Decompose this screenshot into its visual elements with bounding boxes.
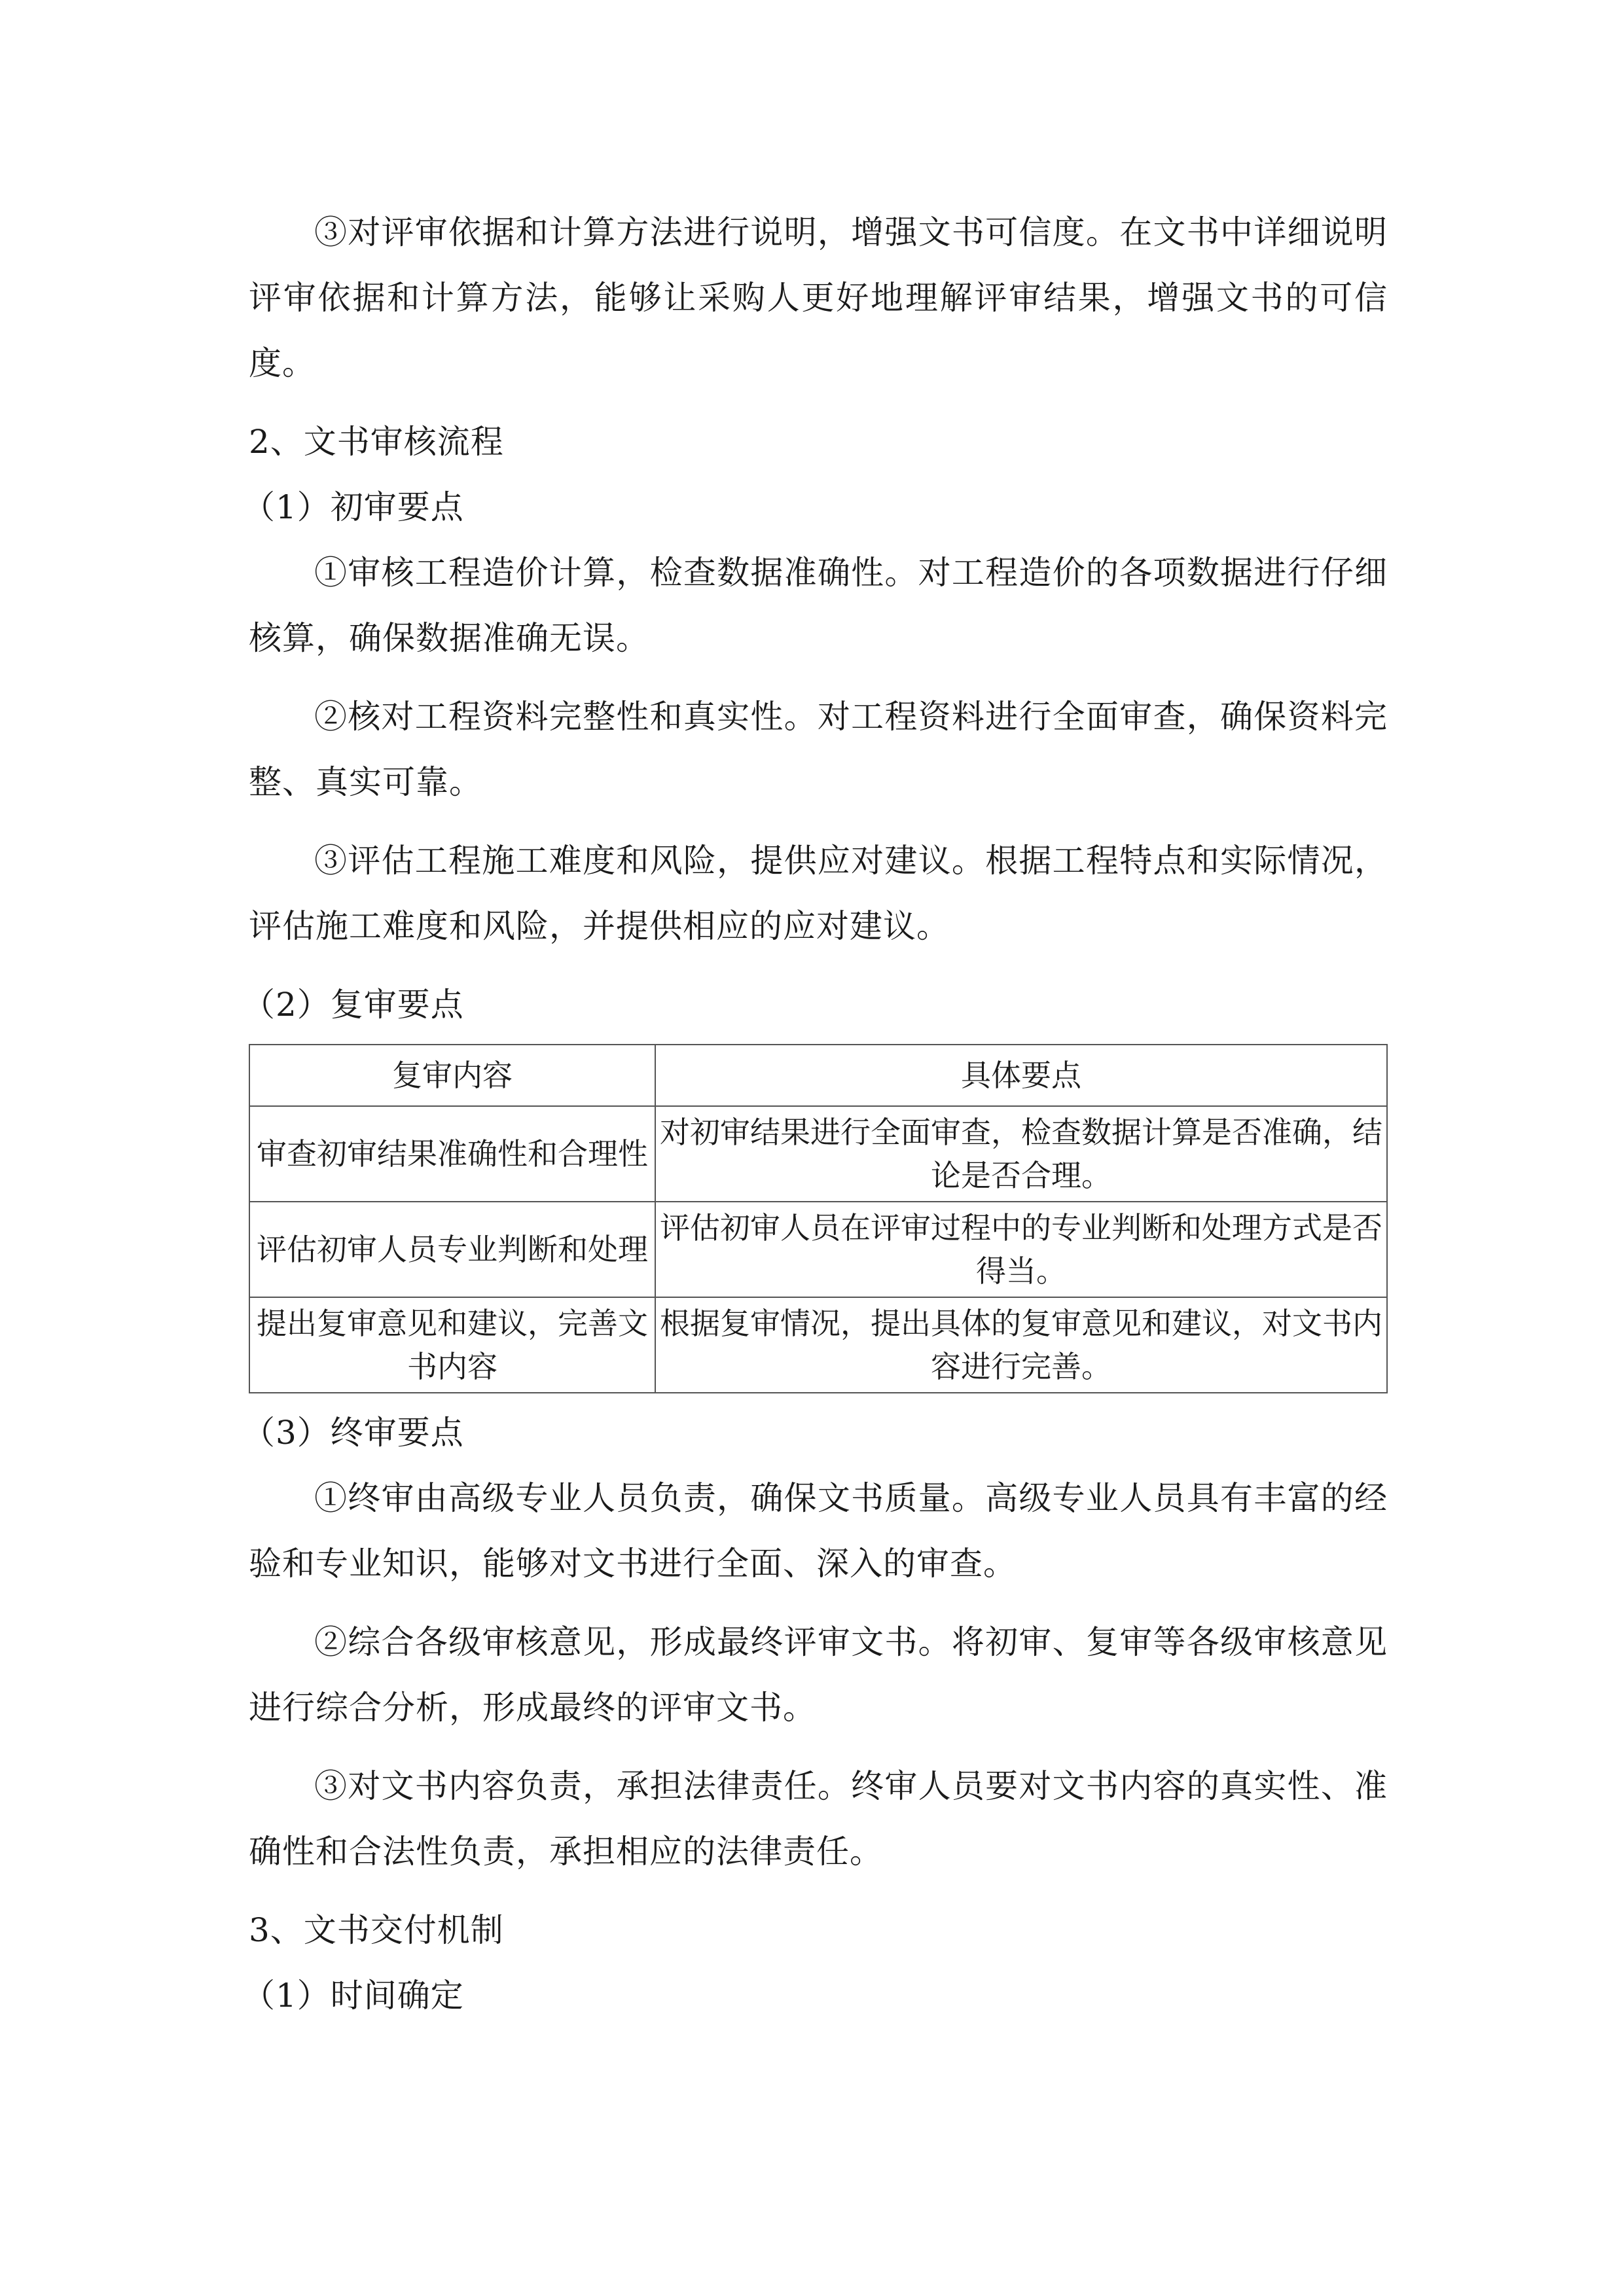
table-cell-points: 根据复审情况，提出具体的复审意见和建议，对文书内容进行完善。 <box>655 1297 1387 1393</box>
table-header-points: 具体要点 <box>655 1045 1387 1106</box>
table-cell-content: 提出复审意见和建议，完善文书内容 <box>249 1297 655 1393</box>
table-row <box>249 1202 1387 1297</box>
table-cell-points: 评估初审人员在评审过程中的专业判断和处理方式是否得当。 <box>655 1202 1387 1297</box>
table-row <box>249 1297 1387 1393</box>
paragraph-initial-item-2: ②核对工程资料完整性和真实性。对工程资料进行全面审查，确保资料完整、真实可靠。 <box>249 698 1388 801</box>
subheading-second-review: （2）复审要点 <box>242 986 464 1024</box>
table-header-row <box>249 1045 1387 1106</box>
subheading-initial-review: （1）初审要点 <box>242 488 464 526</box>
paragraph-final-item-1: ①终审由高级专业人员负责，确保文书质量。高级专业人员具有丰富的经验和专业知识，能够对文书进行全面、深入的审查。 <box>249 1479 1388 1583</box>
paragraph-review-basis: ③对评审依据和计算方法进行说明，增强文书可信度。在文书中详细说明评审依据和计算方法，能够让采购人更好地理解评审结果，增强文书的可信度。 <box>249 213 1388 382</box>
table-cell-content: 审查初审结果准确性和合理性 <box>249 1106 655 1202</box>
table-cell-content: 评估初审人员专业判断和处理 <box>249 1202 655 1297</box>
section-heading-review-process: 2、文书审核流程 <box>249 423 504 461</box>
table-row <box>249 1106 1387 1202</box>
paragraph-final-item-2: ②综合各级审核意见，形成最终评审文书。将初审、复审等各级审核意见进行综合分析，形成最终的评审文书。 <box>249 1623 1388 1727</box>
paragraph-final-item-3: ③对文书内容负责，承担法律责任。终审人员要对文书内容的真实性、准确性和合法性负责，承担相应的法律责任。 <box>249 1767 1388 1871</box>
table-cell-points: 对初审结果进行全面审查，检查数据计算是否准确，结论是否合理。 <box>655 1106 1387 1202</box>
second-review-table <box>249 1044 1388 1393</box>
paragraph-initial-item-1: ①审核工程造价计算，检查数据准确性。对工程造价的各项数据进行仔细核算，确保数据准确无误。 <box>249 554 1388 657</box>
subheading-time: （1）时间确定 <box>242 1977 464 2015</box>
document-page <box>242 200 1388 2028</box>
paragraph-initial-item-3: ③评估工程施工难度和风险，提供应对建议。根据工程特点和实际情况，评估施工难度和风险，并提供相应的应对建议。 <box>249 842 1388 945</box>
table-header-content: 复审内容 <box>249 1045 655 1106</box>
subheading-final-review: （3）终审要点 <box>242 1414 464 1452</box>
section-heading-delivery: 3、文书交付机制 <box>249 1911 504 1949</box>
